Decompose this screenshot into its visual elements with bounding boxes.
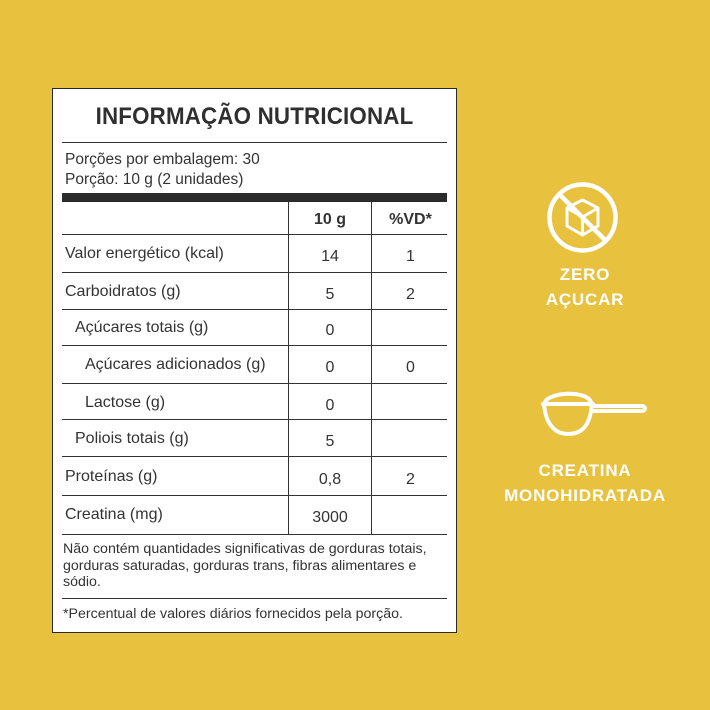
powder-scoop-icon xyxy=(538,384,650,440)
divider xyxy=(62,383,447,384)
serving-size: Porção: 10 g (2 unidades) xyxy=(65,171,244,188)
row-name-added-sugars: Açúcares adicionados (g) xyxy=(85,356,266,373)
nutrition-facts-label xyxy=(52,88,457,633)
label-note: Não contém quantidades significativas de gorduras totais, gorduras saturadas, gorduras trans, fibras alimentares e sódio. xyxy=(63,541,427,590)
row-amount-energy: 14 xyxy=(321,248,339,265)
divider xyxy=(62,142,447,143)
row-amount-total-sugars: 0 xyxy=(325,322,335,339)
row-amount-protein: 0,8 xyxy=(318,471,342,488)
creatine-line1: CREATINA xyxy=(538,461,632,480)
row-dv-protein: 2 xyxy=(406,471,415,488)
divider xyxy=(62,234,447,235)
divider-thick xyxy=(62,193,447,202)
column-header-dv: %VD* xyxy=(389,211,432,228)
row-dv-energy: 1 xyxy=(406,248,415,265)
row-name-energy: Valor energético (kcal) xyxy=(65,245,224,262)
zero-sugar-line2: AÇUCAR xyxy=(545,290,625,309)
label-title: INFORMAÇÃO NUTRICIONAL xyxy=(95,103,414,130)
row-amount-polyols: 5 xyxy=(325,433,335,450)
row-name-polyols: Poliois totais (g) xyxy=(75,430,189,447)
divider xyxy=(62,309,447,310)
divider xyxy=(62,534,447,535)
divider xyxy=(62,272,447,273)
row-name-lactose: Lactose (g) xyxy=(85,394,166,411)
row-dv-carbs: 2 xyxy=(406,286,415,303)
creatine-line2: MONOHIDRATADA xyxy=(504,486,666,505)
row-amount-added-sugars: 0 xyxy=(325,359,335,376)
no-sugar-cube-icon xyxy=(545,180,620,255)
divider xyxy=(62,598,447,599)
zero-sugar-line1: ZERO xyxy=(559,265,611,284)
row-dv-added-sugars: 0 xyxy=(406,359,415,376)
row-name-total-sugars: Açúcares totais (g) xyxy=(75,319,209,336)
row-amount-carbs: 5 xyxy=(325,286,335,303)
divider xyxy=(62,419,447,420)
divider xyxy=(62,456,447,457)
column-header-amount: 10 g xyxy=(313,211,346,228)
label-footnote: *Percentual de valores diários fornecidos pela porção. xyxy=(63,606,403,622)
row-amount-creatine: 3000 xyxy=(312,509,348,526)
divider xyxy=(62,345,447,346)
row-name-protein: Proteínas (g) xyxy=(65,468,158,485)
row-amount-lactose: 0 xyxy=(325,397,335,414)
divider xyxy=(62,495,447,496)
row-name-creatine: Creatina (mg) xyxy=(65,506,163,523)
row-name-carbs: Carboidratos (g) xyxy=(65,283,181,300)
servings-per-package: Porções por embalagem: 30 xyxy=(65,151,260,168)
